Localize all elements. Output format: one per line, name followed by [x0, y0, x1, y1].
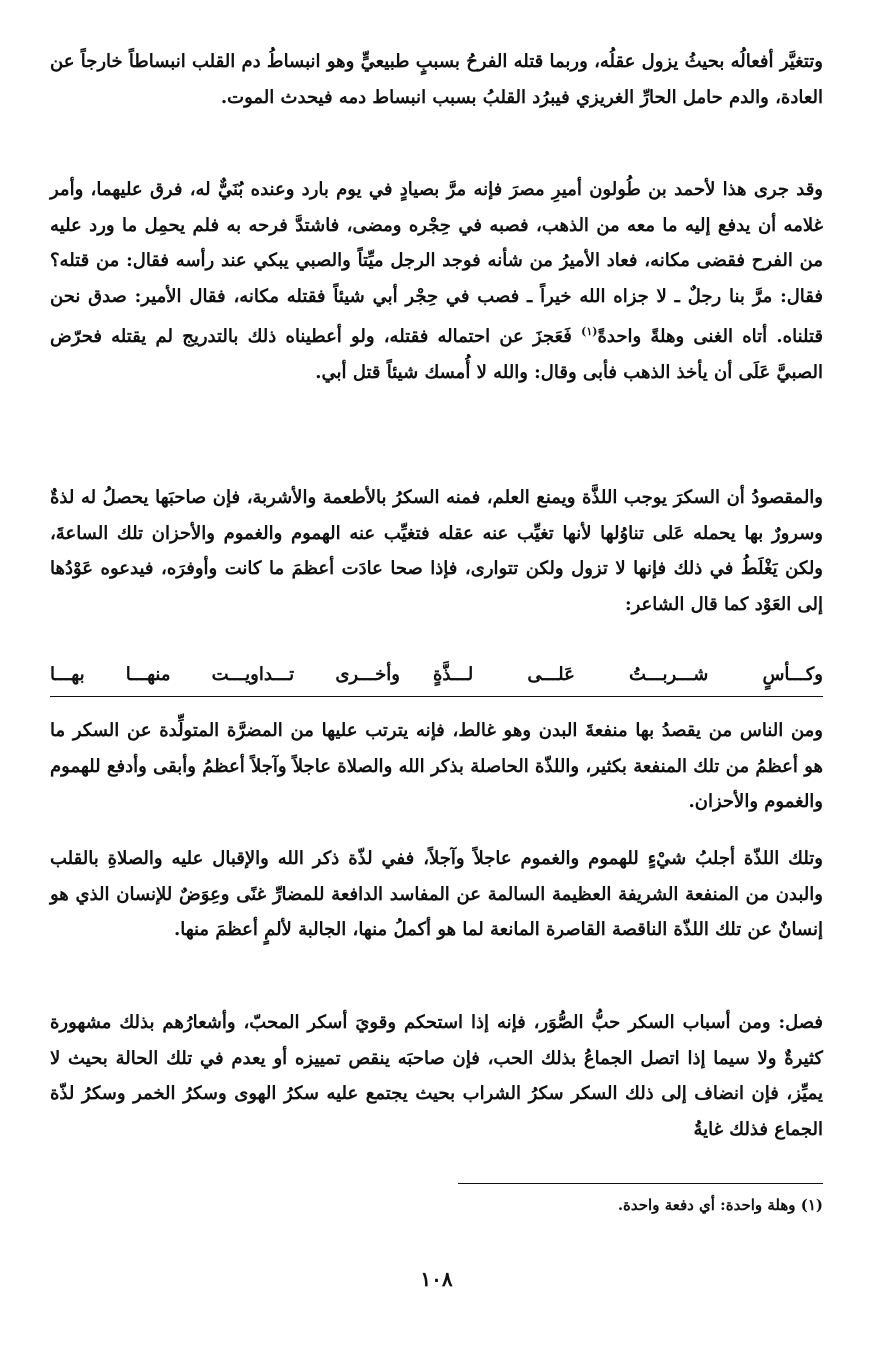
- paragraph-6: [50, 1005, 823, 1147]
- footnote-text: (١) وهلة واحدة: أي دفعة واحدة.: [617, 1196, 823, 1214]
- paragraph-3-text: والمقصودُ أن السكرَ يوجب اللذَّة ويمنع العلم، فمنه السكرُ بالأطعمة والأشربة، فإن صاحبَها يحصلُ له لذةٌ وسرورٌ بها يحمله عَلى تناوُلها لأنها تغيِّب عنه عقله فتغيِّب عنه الهموم والغموم والأحزان تلك الساعةَ، ولكن يَغْلَطُ في ذلك فإنها لا تزول ولكن تتوارى، فإذا صحا عادَت أعظمَ ما كانت وأوفرَه، فيدعوه عَوْدُها إلى العَوْد كما قال الشاعر:: [50, 487, 823, 615]
- section-label: فصل:: [778, 1012, 823, 1033]
- paragraph-4: [50, 713, 823, 820]
- page-number: ١٠٨: [420, 1267, 453, 1291]
- verse-underline: [50, 696, 823, 697]
- paragraph-3: [50, 480, 823, 622]
- poem-verse: [50, 660, 823, 700]
- paragraph-2: [50, 172, 823, 390]
- paragraph-1: [50, 44, 823, 115]
- paragraph-2-text: وقد جرى هذا لأحمد بن طُولون أميرِ مصرَ فإنه مرَّ بصيادٍ في يوم بارد وعنده بُنَيٌّ له، فرق عليهما، وأمر غلامه أن يدفع إليه ما معه من الذهب، فصبه في حِجْره ومضى، فاشتدَّ فرحه به فلم يحمِل ما ورد عليه من الفرح فقضى مكانه، فعاد الأميرُ من شأنه فوجد الرجل ميِّتاً والصبي يبكي عند رأسه فقال: من قتله؟ فقال: مرَّ بنا رجلٌ ـ لا جزاه الله خيراً ـ فصب في حِجْر أبي شيئاً فقتله مكانه، فقال الأمير: صدق نحن قتلناه. أتاه الغنى وهلةً واحدةً: [50, 179, 823, 347]
- footnote-reference: (١): [581, 325, 598, 338]
- verse-second-hemistich: وأخـــرى تـــداويـــت منهـــا بهـــا: [50, 664, 400, 685]
- verse-first-hemistich: وكـــأسٍ شـــربـــتُ عَلـــى لـــذَّةٍ: [433, 664, 823, 685]
- footnote-divider: [458, 1183, 823, 1184]
- paragraph-6-text: ومن أسباب السكر حبُّ الصُّوَر، فإنه إذا استحكم وقويَ أسكر المحبّ، وأشعارُهم بذلك مشهورة كثيرةٌ ولا سيما إذا اتصل الجماعُ بذلك الحب، فإن صاحبَه ينقص تمييزه أو يعدم في تلك الحالة بحيث لا يميِّز، فإن انضاف إلى ذلك السكر سكرُ الشراب بحيث يجتمع عليه سكرُ الهوى وسكرُ الخمر وسكرُ لذّة الجماع فذلك غايةُ: [50, 1012, 823, 1140]
- paragraph-5-text: وتلك اللذّة أجلبُ شيْءٍ للهموم والغموم عاجلاً وآجلاً، ففي لذّة ذكر الله والإقبال عليه والصلاةِ بالقلب والبدن من المنفعة الشريفة العظيمة السالمة عن المفاسد الدافعة للمضارِّ غنًى وعِوَضٌ للإنسان الذي هو إنسانٌ عن تلك اللذّة الناقصة القاصرة المانعة لما هو أكملُ منها، الجالبة لألمٍ أعظمَ منها.: [50, 848, 823, 940]
- paragraph-2-text-continued: فَعَجزَ عن احتماله فقتله، ولو أعطيناه ذلك بالتدريج لم يقتله فحرّض الصبيَّ عَلَى أن يأخذ الذهب فأبى وقال: والله لا أُمسك شيئاً قتل أبي.: [50, 326, 823, 383]
- footnote: [50, 1196, 823, 1214]
- paragraph-4-text: ومن الناس من يقصدُ بها منفعةَ البدن وهو غالط، فإنه يترتب عليها من المضرَّة المتولِّدة عن السكر ما هو أعظمُ من تلك المنفعة بكثير، واللذّة الحاصلة بذكر الله والصلاة عاجلاً وآجلاً أعظمُ وأبقى وأدفع للهموم والغموم والأحزان.: [50, 720, 823, 812]
- paragraph-5: [50, 841, 823, 948]
- paragraph-1-text: وتتغيَّر أفعالُه بحيثُ يزول عقلُه، وربما قتله الفرحُ بسببٍ طبيعيٍّ وهو انبساطُ دم القلب انبساطاً خارجاً عن العادة، والدم حامل الحارِّ الغريزي فيبرُد القلبُ بسبب انبساط دمه فيحدث الموت.: [50, 51, 823, 108]
